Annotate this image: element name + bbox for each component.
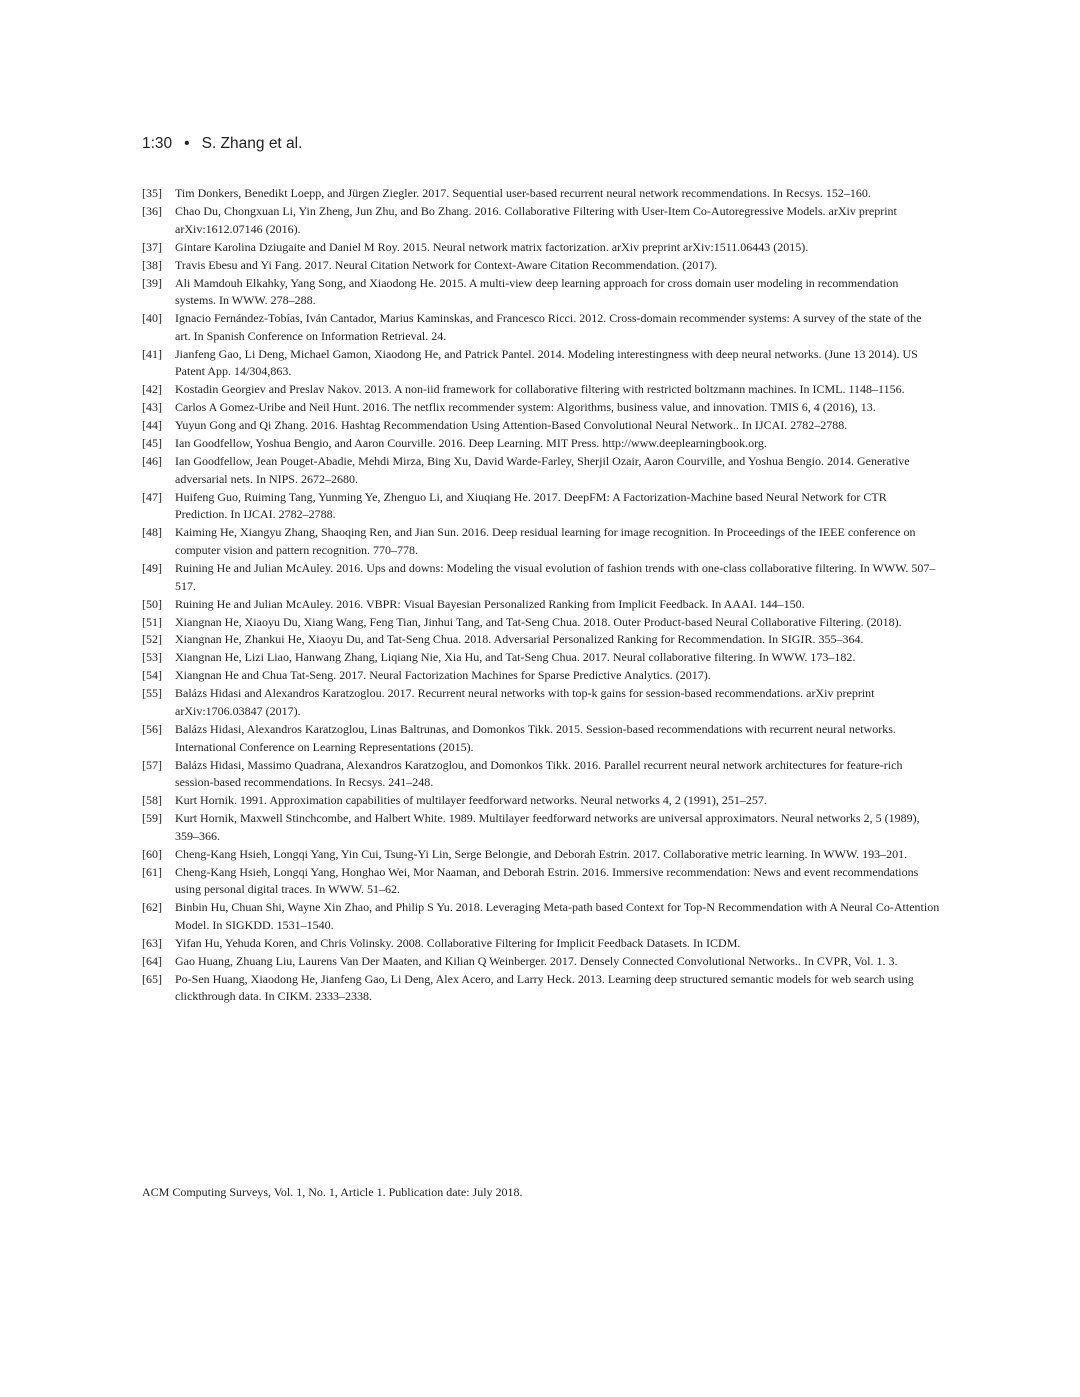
reference-item (142, 614, 940, 632)
reference-number: [43] (142, 400, 162, 415)
reference-item (142, 560, 940, 595)
reference-item (142, 435, 940, 453)
reference-number: [47] (142, 489, 162, 504)
reference-text: Xiangnan He, Lizi Liao, Hanwang Zhang, Liqiang Nie, Xia Hu, and Tat-Seng Chua. 2017. Neural collaborative filtering. In WWW. 173–182. (175, 650, 856, 665)
reference-number: [52] (142, 632, 162, 647)
reference-number: [38] (142, 257, 162, 272)
reference-number: [45] (142, 436, 162, 451)
reference-text: Binbin Hu, Chuan Shi, Wayne Xin Zhao, and Philip S Yu. 2018. Leveraging Meta-path based Context for Top-N Recommendation with A Neural Co-Attention Model. In SIGKDD. 1531–1540. (175, 900, 940, 932)
reference-number: [62] (142, 900, 162, 915)
reference-text: Carlos A Gomez-Uribe and Neil Hunt. 2016. The netflix recommender system: Algorithms, business value, and innovation. TMIS 6, 4 (2016), 13. (175, 400, 876, 415)
reference-number: [64] (142, 953, 162, 968)
reference-item (142, 524, 940, 559)
reference-item (142, 596, 940, 614)
reference-text: Kaiming He, Xiangyu Zhang, Shaoqing Ren, and Jian Sun. 2016. Deep residual learning for image recognition. In Proceedings of the IEEE conference on computer vision and pattern recognition. 770–778. (175, 525, 916, 557)
reference-number: [48] (142, 525, 162, 540)
reference-number: [35] (142, 186, 162, 200)
page-number: 1:30 (142, 135, 173, 152)
page-footer: ACM Computing Surveys, Vol. 1, No. 1, Article 1. Publication date: July 2018. (142, 1185, 523, 1199)
reference-text: Xiangnan He, Zhankui He, Xiaoyu Du, and Tat-Seng Chua. 2018. Adversarial Personalized Ranking for Recommendation. In SIGIR. 355–364. (175, 632, 864, 647)
reference-text: Yuyun Gong and Qi Zhang. 2016. Hashtag Recommendation Using Attention-Based Convolutional Neural Network.. In IJCAI. 2782–2788. (175, 418, 848, 433)
reference-number: [60] (142, 846, 162, 861)
reference-text: Kurt Hornik, Maxwell Stinchcombe, and Halbert White. 1989. Multilayer feedforward networks are universal approximators. Neural networks 2, 5 (1989), 359–366. (175, 811, 920, 843)
reference-number: [42] (142, 382, 162, 397)
reference-item (142, 185, 940, 203)
reference-text: Po-Sen Huang, Xiaodong He, Jianfeng Gao, Li Deng, Alex Acero, and Larry Heck. 2013. Learning deep structured semantic models for web search using clickthrough data. In CIKM. 2333–2338. (175, 971, 914, 1004)
reference-number: [37] (142, 239, 162, 254)
reference-item (142, 953, 940, 971)
reference-text: Yifan Hu, Yehuda Koren, and Chris Volinsky. 2008. Collaborative Filtering for Implicit Feedback Datasets. In ICDM. (175, 935, 741, 950)
reference-item (142, 810, 940, 845)
reference-item (142, 453, 940, 488)
reference-item (142, 417, 940, 435)
header-authors: S. Zhang et al. (201, 135, 303, 152)
reference-text: Ignacio Fernández-Tobías, Iván Cantador, Marius Kaminskas, and Francesco Ricci. 2012. Cross-domain recommender systems: A survey of the state of the art. In Spanish Conference on Information Retrieval. 24. (175, 311, 922, 343)
reference-text: Gao Huang, Zhuang Liu, Laurens Van Der Maaten, and Kilian Q Weinberger. 2017. Densely Connected Convolutional Networks.. In CVPR, Vol. 1. 3. (175, 953, 898, 968)
reference-number: [44] (142, 418, 162, 433)
reference-item (142, 792, 940, 810)
reference-list (142, 185, 940, 1006)
reference-text: Balázs Hidasi, Alexandros Karatzoglou, Linas Baltrunas, and Domonkos Tikk. 2015. Session-based recommendations with recurrent neural networks. International Conference on Learning Representations (2015). (175, 722, 896, 754)
reference-number: [49] (142, 560, 162, 575)
reference-text: Ruining He and Julian McAuley. 2016. VBPR: Visual Bayesian Personalized Ranking from Implicit Feedback. In AAAI. 144–150. (175, 596, 805, 611)
reference-item (142, 846, 940, 864)
reference-number: [54] (142, 668, 162, 683)
reference-item (142, 489, 940, 524)
reference-number: [46] (142, 454, 162, 469)
reference-text: Gintare Karolina Dziugaite and Daniel M Roy. 2015. Neural network matrix factorization. arXiv preprint arXiv:1511.06443 (2015). (175, 239, 809, 254)
reference-item (142, 864, 940, 899)
reference-number: [51] (142, 614, 162, 629)
reference-item (142, 275, 940, 310)
reference-item (142, 203, 940, 238)
reference-item (142, 649, 940, 667)
reference-text: Balázs Hidasi and Alexandros Karatzoglou. 2017. Recurrent neural networks with top-k gains for session-based recommendations. arXiv preprint arXiv:1706.03847 (2017). (175, 686, 875, 719)
header-separator: • (184, 135, 190, 152)
reference-number: [40] (142, 311, 162, 326)
reference-item (142, 381, 940, 399)
reference-text: Tim Donkers, Benedikt Loepp, and Jürgen Ziegler. 2017. Sequential user-based recurrent neural network recommendations. In Recsys. 152–160. (175, 186, 871, 200)
reference-text: Cheng-Kang Hsieh, Longqi Yang, Yin Cui, Tsung-Yi Lin, Serge Belongie, and Deborah Estrin. 2017. Collaborative metric learning. In WWW. 193–201. (175, 846, 908, 861)
reference-text: Ian Goodfellow, Jean Pouget-Abadie, Mehdi Mirza, Bing Xu, David Warde-Farley, Sherjil Ozair, Aaron Courville, and Yoshua Bengio. 2014. Generative adversarial nets. In NIPS. 2672–2680. (175, 454, 910, 486)
reference-item (142, 721, 940, 756)
reference-number: [61] (142, 864, 162, 879)
reference-number: [56] (142, 722, 162, 737)
running-head (142, 135, 302, 153)
reference-number: [63] (142, 935, 162, 950)
reference-item (142, 757, 940, 792)
reference-number: [50] (142, 596, 162, 611)
reference-number: [59] (142, 811, 162, 826)
reference-number: [41] (142, 346, 162, 361)
reference-item (142, 239, 940, 257)
reference-item (142, 257, 940, 275)
reference-text: Kostadin Georgiev and Preslav Nakov. 2013. A non-iid framework for collaborative filtering with restricted boltzmann machines. In ICML. 1148–1156. (175, 382, 905, 397)
reference-text: Cheng-Kang Hsieh, Longqi Yang, Honghao Wei, Mor Naaman, and Deborah Estrin. 2016. Immersive recommendation: News and event recommendations using personal digital traces. In WWW. 51–62. (175, 864, 919, 897)
reference-text: Jianfeng Gao, Li Deng, Michael Gamon, Xiaodong He, and Patrick Pantel. 2014. Modeling interestingness with deep neural networks. (June 13 2014). US Patent App. 14/304,863. (175, 346, 918, 379)
reference-number: [55] (142, 686, 162, 701)
reference-number: [65] (142, 971, 162, 986)
reference-text: Travis Ebesu and Yi Fang. 2017. Neural Citation Network for Context-Aware Citation Recommendation. (2017). (175, 257, 718, 272)
reference-text: Xiangnan He, Xiaoyu Du, Xiang Wang, Feng Tian, Jinhui Tang, and Tat-Seng Chua. 2018. Outer Product-based Neural Collaborative Filtering. (2018). (175, 614, 902, 629)
reference-text: Ruining He and Julian McAuley. 2016. Ups and downs: Modeling the visual evolution of fashion trends with one-class collaborative filtering. In WWW. 507–517. (175, 560, 936, 593)
reference-item (142, 310, 940, 345)
reference-item (142, 667, 940, 685)
reference-item (142, 899, 940, 934)
reference-item (142, 971, 940, 1006)
reference-text: Xiangnan He and Chua Tat-Seng. 2017. Neural Factorization Machines for Sparse Predictive Analytics. (2017). (175, 668, 711, 683)
reference-text: Chao Du, Chongxuan Li, Yin Zheng, Jun Zhu, and Bo Zhang. 2016. Collaborative Filtering with User-Item Co-Autoregressive Models. arXiv preprint arXiv:1612.07146 (2016). (175, 203, 897, 236)
reference-item (142, 399, 940, 417)
reference-item (142, 631, 940, 649)
reference-text: Ali Mamdouh Elkahky, Yang Song, and Xiaodong He. 2015. A multi-view deep learning approach for cross domain user modeling in recommendation systems. In WWW. 278–288. (175, 275, 899, 308)
reference-number: [36] (142, 203, 162, 218)
reference-text: Ian Goodfellow, Yoshua Bengio, and Aaron Courville. 2016. Deep Learning. MIT Press. http://www.deeplearningbook.org. (175, 436, 767, 451)
reference-text: Kurt Hornik. 1991. Approximation capabilities of multilayer feedforward networks. Neural networks 4, 2 (1991), 251–257. (175, 793, 767, 808)
reference-item (142, 685, 940, 720)
reference-item (142, 346, 940, 381)
reference-text: Balázs Hidasi, Massimo Quadrana, Alexandros Karatzoglou, and Domonkos Tikk. 2016. Parallel recurrent neural network architectures for feature-rich session-based recommendations. In Recsys. 241–248. (175, 757, 903, 790)
reference-number: [58] (142, 793, 162, 808)
reference-item (142, 935, 940, 953)
reference-number: [57] (142, 757, 162, 772)
reference-text: Huifeng Guo, Ruiming Tang, Yunming Ye, Zhenguo Li, and Xiuqiang He. 2017. DeepFM: A Factorization-Machine based Neural Network for CTR Prediction. In IJCAI. 2782–2788. (175, 489, 887, 522)
reference-number: [39] (142, 275, 162, 290)
reference-number: [53] (142, 650, 162, 665)
